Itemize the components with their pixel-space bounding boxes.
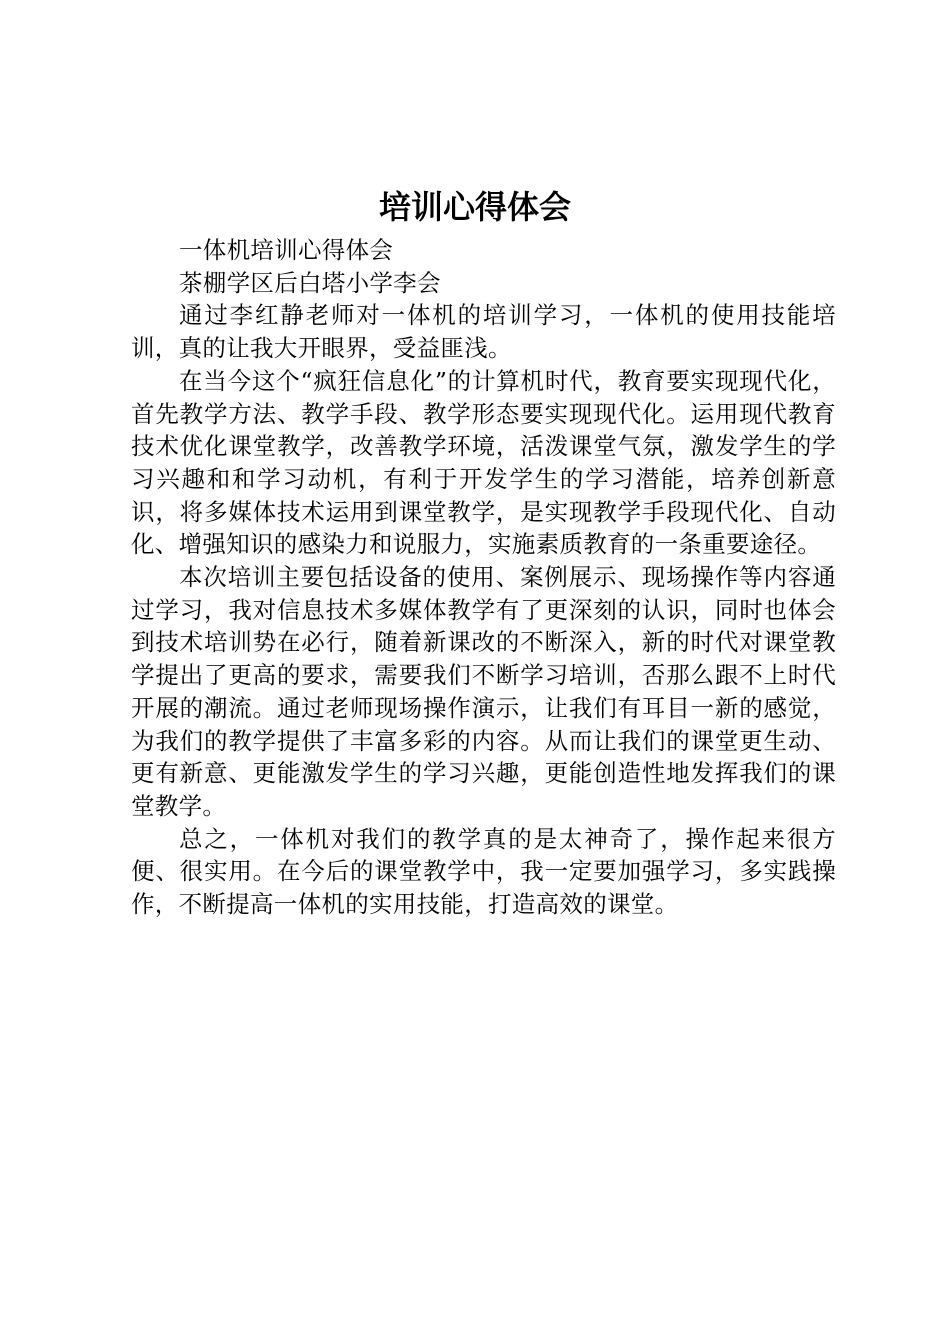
paragraph: 本次培训主要包括设备的使用、案例展示、现场操作等内容通过学习，我对信息技术多媒体教学有了更深刻的认识，同时也体会到技术培训势在必行，随着新课改的不断深入，新的时代对课堂教学提出了更高的要求，需要我们不断学习培训，否那么跟不上时代开展的潮流。通过老师现场操作演示，让我们有耳目一新的感觉，为我们的教学提供了丰富多彩的内容。从而让我们的课堂更生动、更有新意、更能激发学生的学习兴趣，更能创造性地发挥我们的课堂教学。 <box>131 563 836 820</box>
paragraph: 在当今这个“疯狂信息化”的计算机时代，教育要实现现代化，首先教学方法、教学手段、教学形态要实现现代化。运用现代教育技术优化课堂教学，改善教学环境，活泼课堂气氛，激发学生的学习兴趣和和学习动机，有利于开发学生的学习潜能，培养创新意识，将多媒体技术运用到课堂教学，是实现教学手段现代化、自动化、增强知识的感染力和说服力，实施素质教育的一条重要途径。 <box>131 366 836 559</box>
document-body <box>131 234 836 921</box>
paragraph-subtitle: 一体机培训心得体会 <box>179 236 394 264</box>
paragraph: 总之，一体机对我们的教学真的是太神奇了，操作起来很方便、很实用。在今后的课堂教学中，我一定要加强学习，多实践操作，不断提高一体机的实用技能，打造高效的课堂。 <box>131 824 836 919</box>
document-title: 培训心得体会 <box>378 188 571 226</box>
paragraph-author: 茶棚学区后白塔小学李会 <box>179 268 441 297</box>
paragraph: 通过李红静老师对一体机的培训学习，一体机的使用技能培训，真的让我大开眼界，受益匪浅。 <box>131 301 836 363</box>
